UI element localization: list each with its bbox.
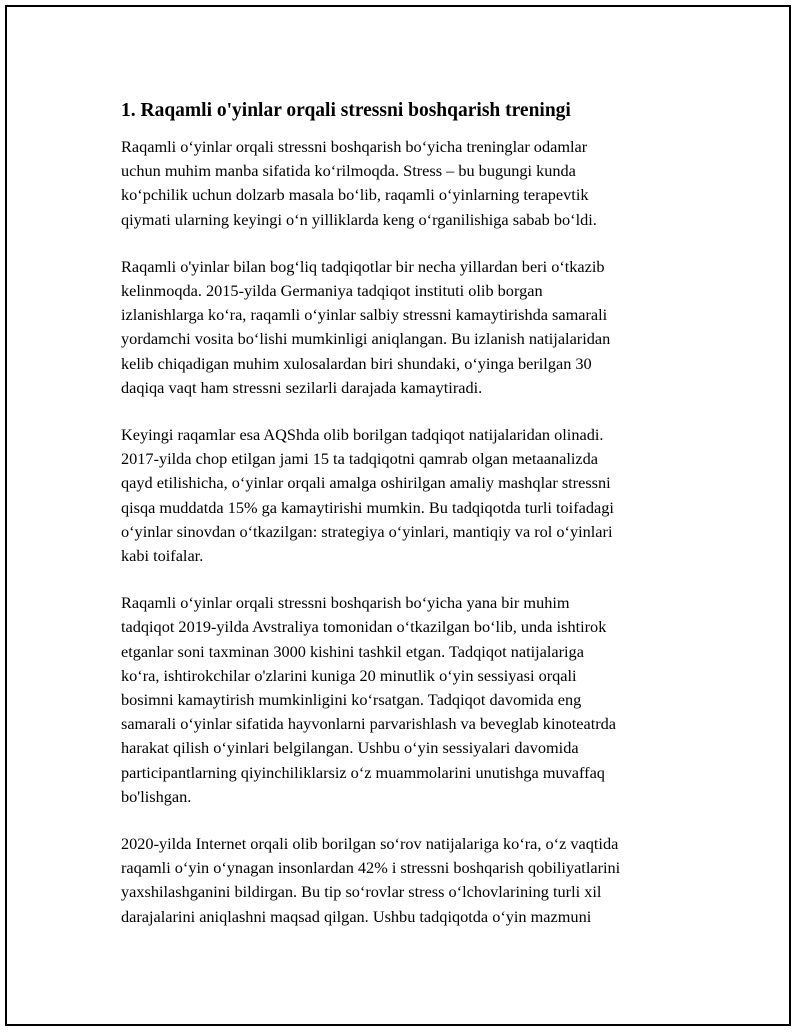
- paragraph: [121, 832, 701, 929]
- paragraph-line: 2017-yilda chop etilgan jami 15 ta tadqiqotni qamrab olgan metaanalizda: [121, 449, 598, 469]
- document-title: 1. Raqamli o'yinlar orqali stressni boshqarish treningi: [121, 100, 571, 121]
- paragraph: [121, 591, 701, 809]
- paragraph-line: Keyingi raqamlar esa AQShda olib borilgan tadqiqot natijalaridan olinadi.: [121, 425, 604, 445]
- paragraph-line: ko‘pchilik uchun dolzarb masala bo‘lib, raqamli o‘yinlarning terapevtik: [121, 185, 589, 205]
- paragraph-line: qiymati ularning keyingi o‘n yilliklarda keng o‘rganilishiga sabab bo‘ldi.: [121, 209, 597, 229]
- paragraph-line: Raqamli o'yinlar bilan bog‘liq tadqiqotlar bir necha yillardan beri o‘tkazib: [121, 256, 605, 276]
- paragraph-line: samarali o‘yinlar sifatida hayvonlarni parvarishlash va beveglab kinoteatrda: [121, 714, 617, 734]
- paragraph-line: bo'lishgan.: [121, 786, 192, 806]
- paragraph-line: daqiqa vaqt ham stressni sezilarli darajada kamaytiradi.: [121, 377, 483, 397]
- paragraph-line: kelib chiqadigan muhim xulosalardan biri shundaki, o‘yinga berilgan 30: [121, 353, 592, 373]
- paragraph-line: kelinmoqda. 2015-yilda Germaniya tadqiqot instituti olib borgan: [121, 281, 543, 301]
- page-frame: [5, 5, 791, 1026]
- paragraph-line: yordamchi vosita bo‘lishi mumkinligi aniqlangan. Bu izlanish natijalaridan: [121, 329, 611, 349]
- paragraph-line: izlanishlarga ko‘ra, raqamli o‘yinlar salbiy stressni kamaytirishda samarali: [121, 305, 608, 325]
- paragraph-line: participantlarning qiyinchiliklarsiz o‘z muammolarini unutishga muvaffaq: [121, 762, 605, 782]
- paragraph-line: Raqamli o‘yinlar orqali stressni boshqarish bo‘yicha treninglar odamlar: [121, 137, 588, 156]
- paragraph-line: harakat qilish o‘yinlari belgilangan. Ushbu o‘yin sessiyalari davomida: [121, 738, 579, 758]
- paragraph-line: yaxshilashganini bildirgan. Bu tip so‘rovlar stress o‘lchovlarining turli xil: [121, 882, 602, 902]
- paragraph-line: o‘yinlar sinovdan o‘tkazilgan: strategiya o‘yinlari, mantiqiy va rol o‘yinlari: [121, 521, 613, 541]
- paragraph-line: bosimni kamaytirish mumkinligini ko‘rsatgan. Tadqiqot davomida eng: [121, 690, 582, 710]
- paragraph-line: uchun muhim manba sifatida ko‘rilmoqda. Stress – bu bugungi kunda: [121, 161, 576, 181]
- paragraph-line: darajalarini aniqlashni maqsad qilgan. Ushbu tadqiqotda o‘yin mazmuni: [121, 906, 592, 926]
- document-body: [121, 98, 701, 952]
- paragraph-line: Raqamli o‘yinlar orqali stressni boshqarish bo‘yicha yana bir muhim: [121, 593, 570, 613]
- paragraph-line: qayd etilishicha, o‘yinlar orqali amalga oshirilgan amaliy mashqlar stressni: [121, 473, 611, 493]
- paragraph-line: 2020-yilda Internet orqali olib borilgan so‘rov natijalariga ko‘ra, o‘z vaqtida: [121, 834, 619, 854]
- paragraph: [121, 423, 701, 568]
- paragraph-line: etganlar soni taxminan 3000 kishini tashkil etgan. Tadqiqot natijalariga: [121, 641, 584, 661]
- paragraph-line: ko‘ra, ishtirokchilar o'zlarini kuniga 20 minutlik o‘yin sessiyasi orqali: [121, 665, 577, 685]
- paragraph-line: kabi toifalar.: [121, 546, 204, 566]
- paragraph-line: raqamli o‘yin o‘ynagan insonlardan 42% i stressni boshqarish qobiliyatlarini: [121, 858, 621, 878]
- paragraph-list: [121, 135, 701, 929]
- paragraph-line: qisqa muddatda 15% ga kamaytirishi mumkin. Bu tadqiqotda turli toifadagi: [121, 497, 614, 517]
- paragraph-line: tadqiqot 2019-yilda Avstraliya tomonidan o‘tkazilgan bo‘lib, unda ishtirok: [121, 617, 607, 637]
- paragraph: [121, 255, 701, 400]
- paragraph: [121, 135, 701, 232]
